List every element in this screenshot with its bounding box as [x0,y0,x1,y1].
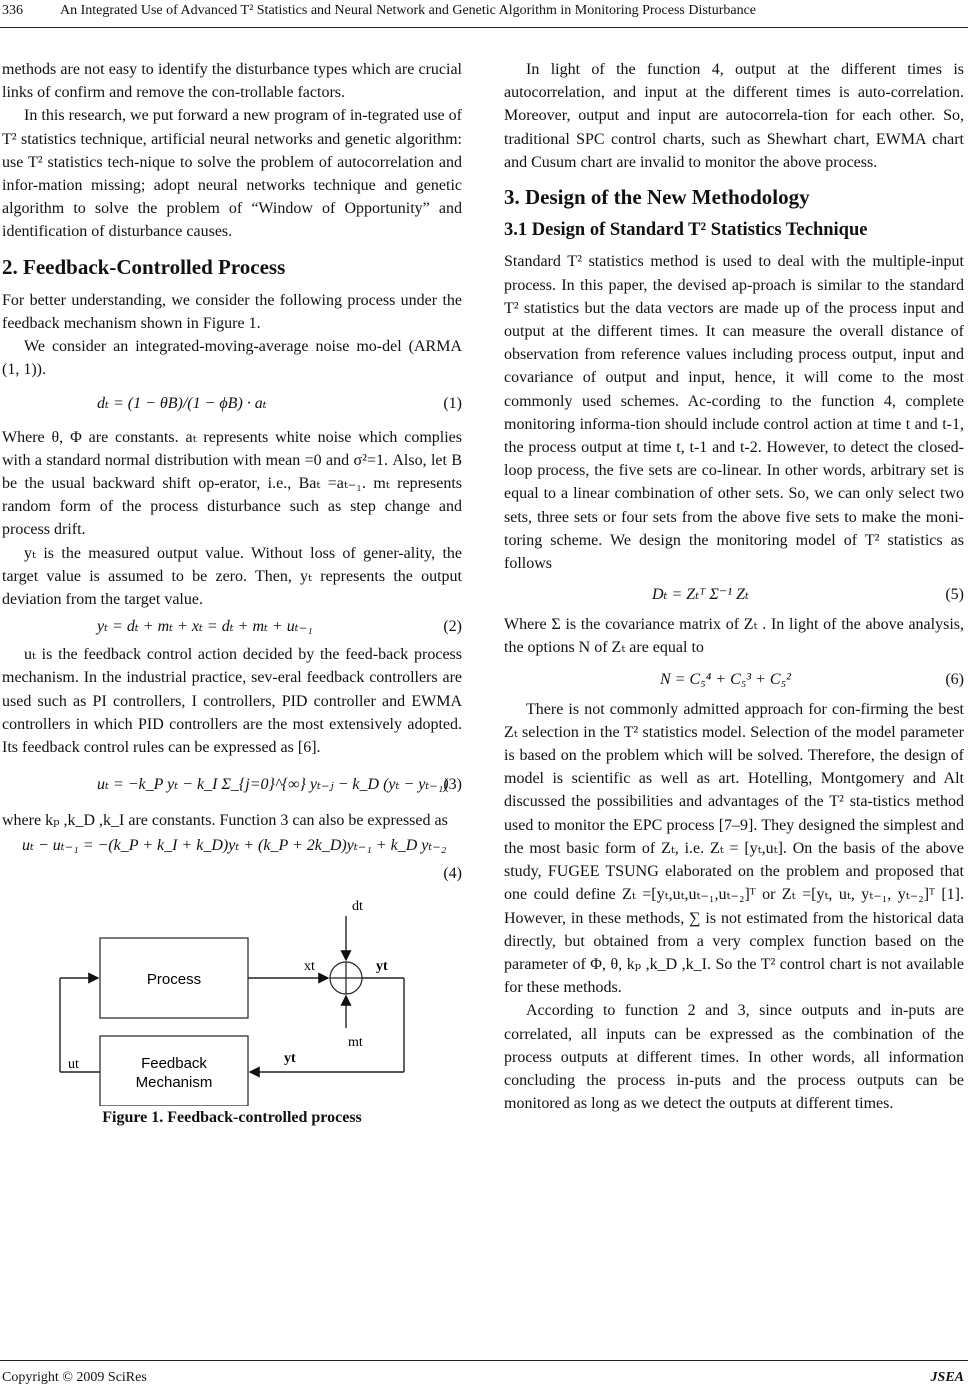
mechanism-label: Mechanism [135,1074,213,1092]
process-label: Process [146,971,202,989]
equation-2 [2,611,462,643]
equation-5 [504,575,964,613]
running-title: An Integrated Use of Advanced T² Statistics and Neural Network and Genetic Algorithm in Monitoring Process Disturbance [60,3,757,18]
figure-caption: Figure 1. Feedback-controlled process [102,1109,362,1127]
paragraph: Standard T² statistics method is used to deal with the multiple-input process. In this paper, the devised ap-proach is similar to the standard T² statistics but the data vectors are made up of the process input and output at the different times. It can measure the overall distance of observation from reference values including process output, input and covariance of output and input, hence, it will come to the most commonly used schemes. Ac-cording to the function 4, complete monitoring informa-tion should include control action at time t and t-1, the process output at time t, t-1 and t-2. However, to detect the closed-loop process, the five sets are co-linear. In other words, arbitrary set is equal to a linear combination of other sets. So, we can only select two sets, three sets or four sets from the above five sets to make the moni-toring scheme. We design the monitoring model of T² statistics as follows [504,253,964,573]
paragraph: In this research, we put forward a new program of in-tegrated use of T² statistics technique, artificial neural networks and genetic algorithm: use T² statistics tech-nique to solve the problem of autocorrelation and infor-mation missing; adopt neural networks technique and genetic algorithm to solve the problem of “Window of Opportunity” and identification of disturbance causes. [2,107,462,241]
subsection-heading: 3.1 Design of Standard T² Statistics Technique [504,220,868,241]
equation-3 [2,759,462,809]
equation-1 [2,382,462,426]
paragraph: In light of the function 4, output at the different times is autocorrelation, and input at the different times is auto-correlation. Moreover, output and input are autocorrela-tion for each other. So, traditional SPC control charts, such as Shewhart chart, EWMA chart and Cusum chart are invalid to monitor the above process. [504,61,964,171]
equation-body: dₜ = (1 − θB)/(1 − ϕB) · aₜ [97,394,267,412]
section-heading: 3. Design of the New Methodology [504,185,810,210]
equation-number: (4) [443,865,462,883]
paragraph: We consider an integrated-moving-average noise mo-del (ARMA (1, 1)). [2,338,462,379]
equation-number: (3) [443,776,462,794]
equation-number: (1) [443,394,462,412]
page-footer [0,1360,968,1390]
feedback-diagram [2,896,462,1106]
paragraph: yₜ is the measured output value. Without loss of gener-ality, the target value is assumed to be zero. Then, yₜ represents the output deviation from the target value. [2,544,462,609]
journal-abbrev: JSEA [930,1370,964,1385]
right-column [504,58,964,1115]
paragraph: For better understanding, we consider the following process under the feedback mechanism shown in Figure 1. [2,291,462,333]
equation-number: (5) [945,586,964,604]
equation-body: N = C₅⁴ + C₅³ + C₅² [660,670,791,688]
paragraph: There is not commonly admitted approach for con-firming the best Zₜ selection in the T² statistics model. Selection of the model parameter is based on the problem which will be solved. Therefore, the design of model is scientific as well as art. Hotelling, Montgomery and Alt discussed the possibilities and advantages of the T² sta-tistics method used to monitor the EPC process [7–9]. They designed the simplest and the most basic form of Zₜ, i.e. Zₜ = [yₜ,uₜ]. On the basis of the above study, FUGEE TSUNG elaborated on the problem and proposed that one could define Zₜ =[yₜ,uₜ,uₜ₋₁,uₜ₋₂]ᵀ or Zₜ =[yₜ, uₜ, yₜ₋₁, yₜ₋₂]ᵀ [1]. However, in these methods, ∑ is not estimated from the historical data directly, but obtained from a very complex function based on the parameter of Φ, θ, kₚ ,k_D ,k_I. So the T² control chart is not available for these methods. [504,700,964,997]
copyright: Copyright © 2009 SciRes [2,1370,147,1385]
figure-1 [2,896,462,1106]
feedback-label: Feedback [141,1055,207,1073]
paragraph: According to function 2 and 3, since outputs and in-puts are correlated, all inputs can be expressed as the combination of the process outputs at different times. In other words, all information concluding the process in-puts and the process outputs can be monitored as long as we detect the outputs at different times. [504,1002,964,1113]
paragraph: where kₚ ,k_D ,k_I are constants. Function 3 can also be expressed as [2,812,448,830]
ut-label: ut [68,1057,79,1073]
paragraph: uₜ is the feedback control action decided by the feed-back process mechanism. In the industrial practice, sev-eral feedback controllers are used such as PI controllers, I controllers, PID controller and EWMA controllers in which PID controllers are the most extensively adopted. Its feedback control rules can be expressed as [6]. [2,646,462,757]
page-number: 336 [2,3,23,18]
equation-number: (6) [945,670,964,688]
equation-6 [504,660,964,698]
header-rule [0,27,968,28]
xt-label: xt [304,959,315,975]
paragraph: Where Σ is the covariance matrix of Zₜ . In light of the above analysis, the options N of Zₜ are equal to [504,616,964,657]
page-header [0,0,968,26]
yt-feedback-label: yt [284,1051,296,1067]
dt-label: dt [352,899,363,915]
equation-body: uₜ = −k_P yₜ − k_I Σ_{j=0}^{∞} yₜ₋ⱼ − k_D (yₜ − yₜ₋₁) [97,776,449,794]
mt-label: mt [348,1035,363,1051]
paragraph: Where θ, Φ are constants. aₜ represents white noise which complies with a standard normal distribution with mean =0 and σ²=1. Also, let B be the usual backward shift op-erator, i.e., Baₜ =aₜ₋₁. mₜ represents random form of the process disturbance such as step change and process drift. [2,428,462,539]
equation-body: Dₜ = Zₜᵀ Σ⁻¹ Zₜ [652,586,749,604]
equation-number: (2) [443,618,462,636]
equation-4 [2,832,462,888]
equation-body: yₜ = dₜ + mₜ + xₜ = dₜ + mₜ + uₜ₋₁ [97,618,313,636]
yt-output-label: yt [376,959,388,975]
equation-body: uₜ − uₜ₋₁ = −(k_P + k_I + k_D)yₜ + (k_P + 2k_D)yₜ₋₁ + k_D yₜ₋₂ [22,837,447,855]
left-column [2,58,462,1130]
paragraph: methods are not easy to identify the disturbance types which are crucial links of confirm and remove the con-trollable factors. [2,61,462,102]
section-heading: 2. Feedback-Controlled Process [2,254,286,279]
footer-rule [0,1360,968,1361]
